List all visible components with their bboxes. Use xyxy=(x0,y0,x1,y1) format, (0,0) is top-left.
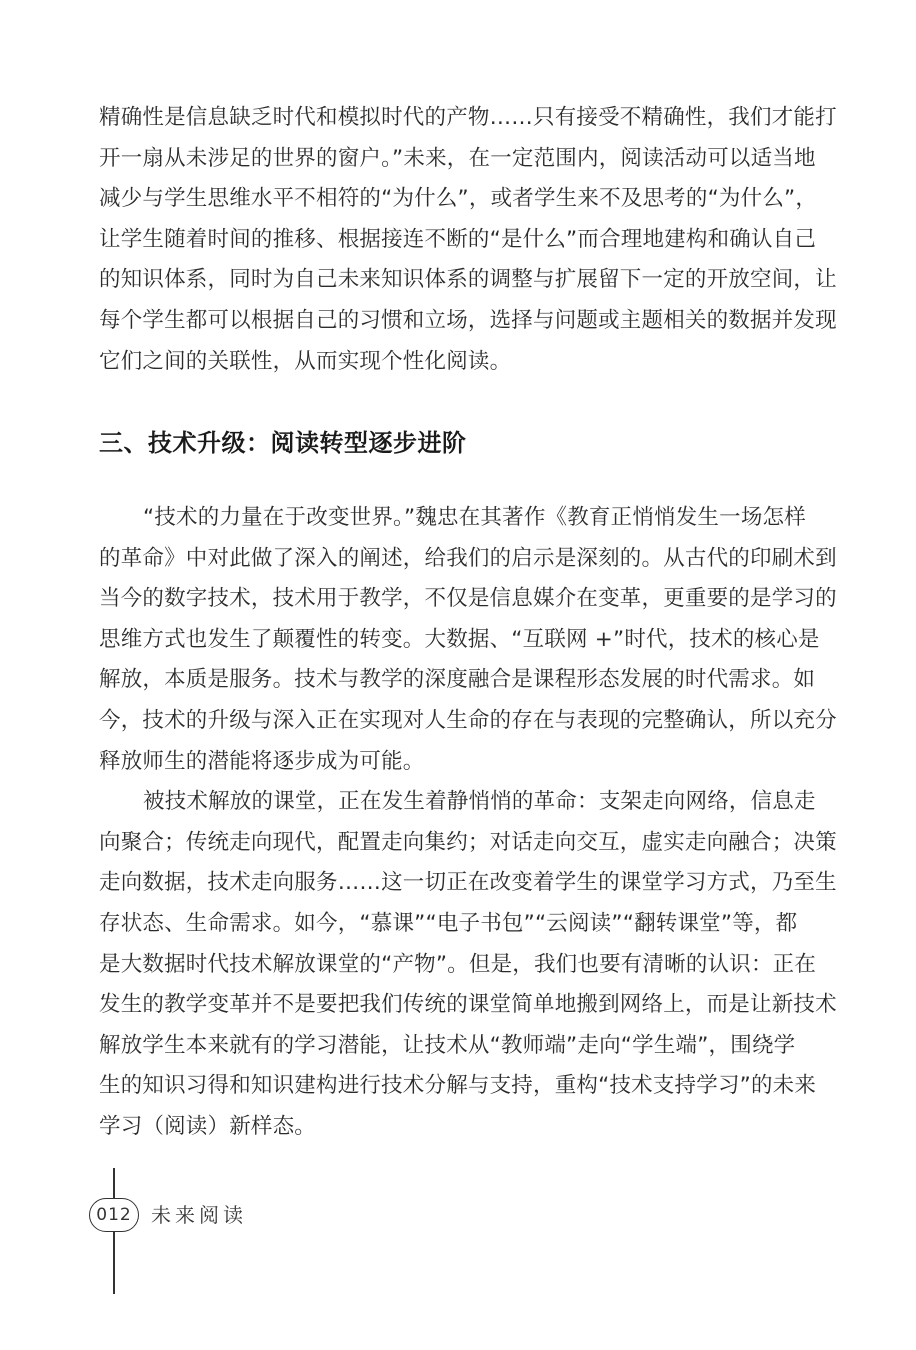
text-line: 存状态、生命需求。如今，“慕课”“电子书包”“云阅读”“翻转课堂”等，都 xyxy=(99,910,798,936)
body-text xyxy=(99,498,837,1148)
text-line: 思维方式也发生了颠覆性的转变。大数据、“互联网 +”时代，技术的核心是 xyxy=(99,626,820,652)
text-line: 发生的教学变革并不是要把我们传统的课堂简单地搬到网络上，而是让新技术 xyxy=(99,992,837,1018)
text-line: 的知识体系，同时为自己未来知识体系的调整与扩展留下一定的开放空间，让 xyxy=(99,267,837,293)
text-line: 当今的数字技术，技术用于教学，不仅是信息媒介在变革，更重要的是学习的 xyxy=(99,586,837,612)
paragraph-technology-power xyxy=(99,498,837,782)
paragraph-liberated-classroom xyxy=(99,782,837,1147)
page-number: 012 xyxy=(89,1198,139,1232)
text-line: 的革命》中对此做了深入的阐述，给我们的启示是深刻的。从古代的印刷术到 xyxy=(99,545,837,571)
text-line: 被技术解放的课堂，正在发生着静悄悄的革命：支架走向网络，信息走 xyxy=(143,789,816,815)
continued-paragraph xyxy=(99,98,837,382)
text-line: 开一扇从未涉足的世界的窗户。”未来，在一定范围内，阅读活动可以适当地 xyxy=(99,145,816,171)
text-line: 精确性是信息缺乏时代和模拟时代的产物……只有接受不精确性，我们才能打 xyxy=(99,105,837,130)
text-line: 学习（阅读）新样态。 xyxy=(99,1113,317,1139)
text-line: 让学生随着时间的推移、根据接连不断的“是什么”而合理地建构和确认自己 xyxy=(99,226,817,252)
text-line: 解放，本质是服务。技术与教学的深度融合是课程形态发展的时代需求。如 xyxy=(99,667,816,693)
text-line: 释放师生的潜能将逐步成为可能。 xyxy=(99,748,425,774)
text-line: 它们之间的关联性，从而实现个性化阅读。 xyxy=(99,348,512,374)
section-heading: 三、技术升级：阅读转型逐步进阶 xyxy=(99,429,467,457)
text-line: “技术的力量在于改变世界。”魏忠在其著作《教育正悄悄发生一场怎样 xyxy=(143,505,806,530)
text-line: 今，技术的升级与深入正在实现对人生命的存在与表现的完整确认，所以充分 xyxy=(99,707,837,733)
text-line: 减少与学生思维水平不相符的“为什么”，或者学生来不及思考的“为什么”， xyxy=(99,186,818,212)
text-line: 每个学生都可以根据自己的习惯和立场，选择与问题或主题相关的数据并发现 xyxy=(99,307,837,333)
text-line: 走向数据，技术走向服务……这一切正在改变着学生的课堂学习方式，乃至生 xyxy=(99,870,837,896)
text-line: 是大数据时代技术解放课堂的“产物”。但是，我们也要有清晰的认识：正在 xyxy=(99,951,817,977)
running-book-title: 未来阅读 xyxy=(151,1203,247,1227)
text-line: 向聚合；传统走向现代，配置走向集约；对话走向交互，虚实走向融合；决策 xyxy=(99,829,837,855)
text-line: 生的知识习得和知识建构进行技术分解与支持，重构“技术支持学习”的未来 xyxy=(99,1073,817,1099)
text-line: 解放学生本来就有的学习潜能，让技术从“教师端”走向“学生端”，围绕学 xyxy=(99,1032,796,1058)
